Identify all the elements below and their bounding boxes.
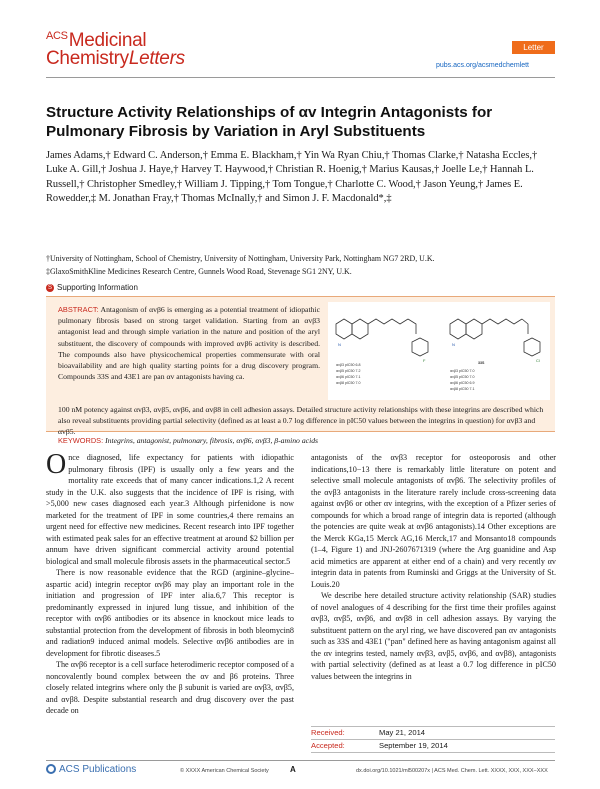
journal-logo: $^{ACS}$Medicinal ChemistryLetters [46,30,185,69]
svg-text:N: N [338,342,341,347]
graphic-left-line: αvβ5 pIC50 7.2 [336,369,361,373]
acs-logo-icon [46,764,56,774]
info-icon: S [47,284,52,291]
header-divider [46,77,555,78]
keywords-label: KEYWORDS: [58,436,104,445]
abstract-text: ABSTRACT: Antagonism of αvβ6 is emerging as a potential treatment of idiopathic pulmonary fibrosis based on strong target validation. Starting from an αvβ3 antagonist lead and through simple variation in the nature and position of the aryl substituent, the discovery of compounds with improved αvβ6 activity is described. The compounds also have physicochemical properties commensurate with oral bioavailability and are high quality starting points for a drug discovery program. Compounds 33S and 43E1 are pan αv antagonists having ca. [58,305,320,382]
svg-text:N: N [452,342,455,347]
graphic-compound-label: 33S [478,361,485,365]
paragraph: There is now reasonable evidence that the RGD (arginine–glycine–aspartic acid) integrin receptor αvβ6 may play an important role in the initiation and progression of IPF inter alia.6,7 This receptor is predominantly expressed in injured lung tissue, and inhibition of the receptor with αvβ6 antibodies or its absence in knockout mice leads to substantial protection from the development of fibrosis in both bleomycin8 and radiation9 induced animal models. Selective αvβ6 antibodies are in development for fibrotic diseases.5 [46,568,294,658]
doi-citation[interactable]: dx.doi.org/10.1021/ml500207x | ACS Med. Chem. Lett. XXXX, XXX, XXX−XXX [356,768,548,774]
received-date: May 21, 2014 [379,728,426,737]
body-column-left [46,449,294,717]
keywords: KEYWORDS: Integrins, antagonist, pulmonary, fibrosis, αvβ6, αvβ3, β-amino acids [58,436,319,445]
drop-cap: O [46,449,67,480]
article-title: Structure Activity Relationships of αv Integrin Antagonists for Pulmonary Fibrosis by Variation in Aryl Substituents [46,104,493,140]
paragraph: antagonists of the αvβ3 receptor for osteoporosis and other indications,10−13 there is remarkably little literature on potent and selective small molecule antagonists of αvβ6. The selectivity profiles of the αvβ3 antagonists in the literature rarely include cross-screening data against αvβ6 or other αv integrins, with the exception of a Pfizer series of compounds for which a broad range of integrin data is reported (although the potencies are quite weak at αvβ6 antagonists).14 Other exceptions are the Merck KGa,15 Merck AG,16 Merck,17 and Monsanto18 compounds (1–4, Figure 1) and JNJ-2607671319 (where the Arg guanidine and Asp acid mimetics are apparent at either end of a chain) and very recently αv integrin data in patents from Ruminski and Griggs at the University of St. Louis.20 [311,453,556,589]
chemical-structures-graphic [328,302,550,400]
graphic-left-line: αvβ6 pIC50 7.1 [336,375,361,379]
footer-divider [46,760,555,761]
graphic-right-line: αvβ3 pIC50 7.0 [450,369,475,373]
svg-text:Cl: Cl [536,358,540,363]
affiliation-nottingham: †University of Nottingham, School of Chemistry, University of Nottingham, University Park, Nottingham NG7 2RD, U.K. [46,254,435,263]
received-label: Received: [311,728,345,737]
affiliations [46,252,556,278]
graphic-right-line: αvβ5 pIC50 7.0 [450,375,475,379]
publisher-logo[interactable]: ACS Publications [46,764,136,775]
paragraph: We describe here detailed structure activity relationship (SAR) studies of novel analogues of 4 describing for the first time their profiles against αvβ3, αvβ5, αvβ6, and αvβ8 in cell adhesion assays. By varying the substituent pattern on the aryl ring, we have discovered pan αv antagonists such as 33S and 43E1 ("pan" defined here as having antagonism against all the αv integrins tested, namely αvβ3, αvβ5, αvβ6, and αvβ8), antagonists with partial selectivity (defined as at least a 0.7 log difference in pIC50 values between the integrins in [311,591,556,681]
article-type-badge: Letter [512,41,555,54]
copyright: © XXXX American Chemical Society [180,768,269,774]
journal-url-link[interactable]: pubs.acs.org/acsmedchemlett [436,62,529,69]
accepted-date: September 19, 2014 [379,741,448,750]
svg-text:F: F [423,358,426,363]
graphic-right-line: αvβ6 pIC50 6.9 [450,381,475,385]
abstract-text-continued: 100 nM potency against αvβ3, αvβ5, αvβ6, and αvβ8 in cell adhesion assays. Detailed structure activity relationships with these integrins are described which also reveal substituents providing partial selectivity (defined as at least a 0.7 log difference in pIC50 values between the integrins in question) for αvβ3 and αvβ5. [58,405,544,437]
author-list: James Adams,† Edward C. Anderson,† Emma E. Blackham,† Yin Wa Ryan Chiu,† Thomas Clarke,† Natasha Eccles,† Luke A. Gill,† Joshua J. Haye,† Harvey T. Haywood,† Christian R. Hoenig,† Marius Kausas,† Joelle Le,† Hannah L. Russell,† Christopher Smedley,† William J. Tipping,† Tom Tongue,† Charlotte C. Wood,† Jason Yeung,† James E. Rowedder,‡ M. Jonathan Fray,† Thomas McInally,† and Simon J. F. Macdonald*,‡ [46,150,538,204]
abstract-label: ABSTRACT: [58,305,99,314]
supporting-information-link[interactable]: S Supporting Information [47,283,138,292]
paragraph: Once diagnosed, life expectancy for patients with idiopathic pulmonary fibrosis (IPF) is usually only a few years and the mortality rate exceeds that of many cancer indications.1,2 A recent study in the U.K. also suggests that the incidence of IPF is rising, with >5,000 new cases diagnosed each year.3 Although pirfenidone is now marketed for the treatment of IPF in some countries,4 there remains an urgent need for effective new medicines. Recent research into IPF together with estimated peak sales for an effective treatment at around $2 billion per annum have driven significant commercial activity around potential biological and small molecule fibrosis assets in the pharmaceutical sector.5 [46,449,294,566]
graphic-right-line: αvβ8 pIC50 7.1 [450,387,475,391]
paragraph: The αvβ6 receptor is a cell surface heterodimeric receptor composed of a noncovalently bound complex between the αv and β6 proteins. Three closely related integrins where only the β subunit is varied are αvβ3, αvβ5, and αvβ8. Despite substantial research and drug discovery over the past decade on [46,660,294,715]
toc-graphic [328,302,550,400]
page-number: A [290,765,296,774]
graphic-left-line: αvβ3 pIC50 6.8 [336,363,361,367]
body-column-right [311,452,556,682]
graphic-left-line: αvβ8 pIC50 7.0 [336,381,361,385]
accepted-label: Accepted: [311,741,345,750]
affiliation-gsk: ‡GlaxoSmithKline Medicines Research Centre, Gunnels Wood Road, Stevenage SG1 2NY, U.K. [46,267,352,276]
article-dates [311,726,555,753]
